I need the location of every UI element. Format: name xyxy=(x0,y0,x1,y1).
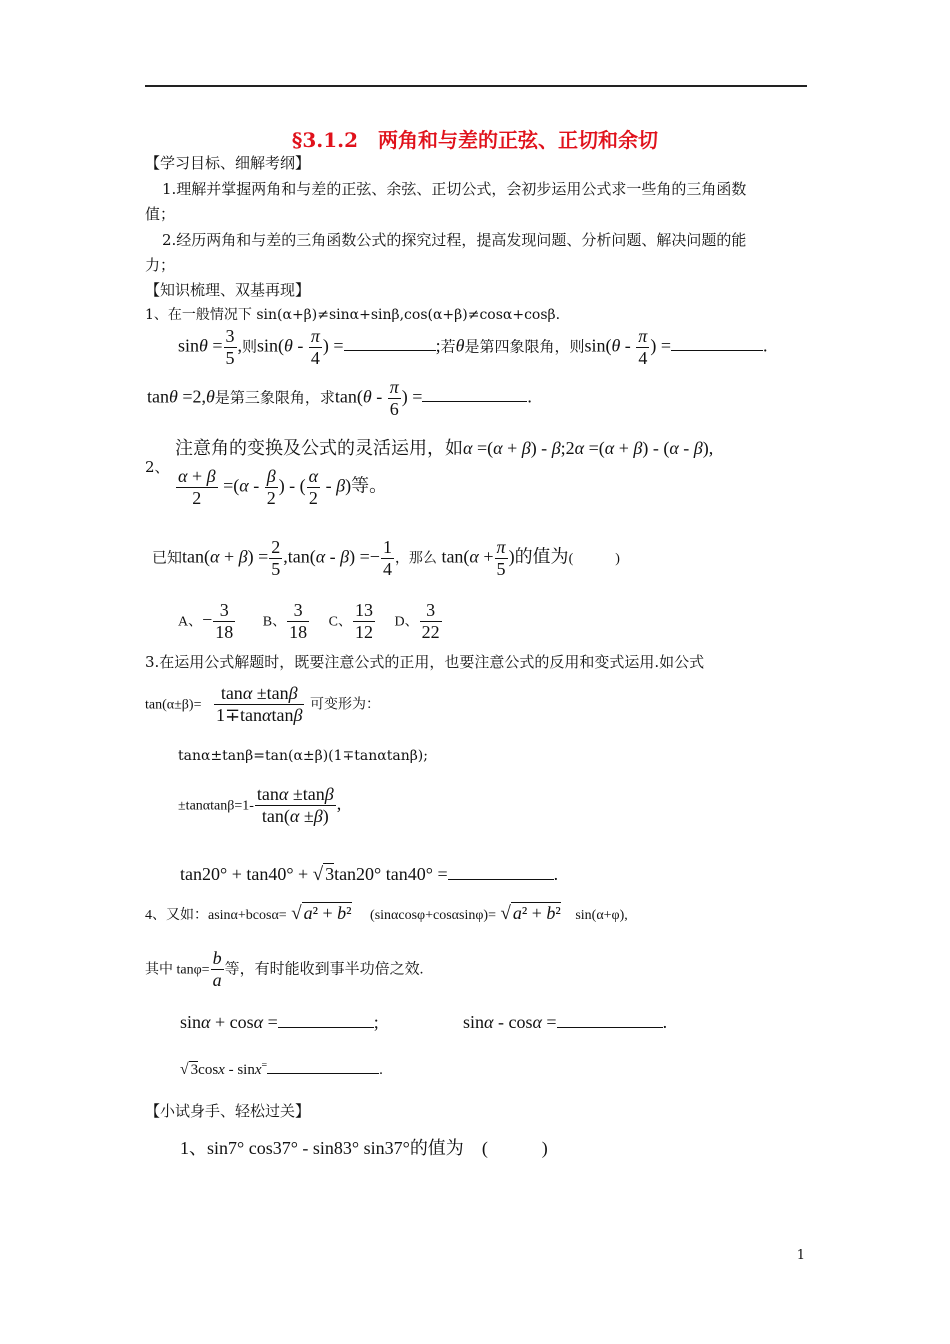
question-3-exercise: tan20° + tan40° + √ 3tan20° tan40° = . xyxy=(180,861,558,886)
question-4-formula: 4、又如：asinα+bcosα= √ a² + b² (sinαcosφ+cosαsinφ)= √ a² + b² sin(α+φ), xyxy=(145,903,628,924)
question-4-where: 其中 tanφ= $\frac{b}{a}$ 等，有时能收到事半功倍之效. xyxy=(145,948,424,990)
question-4-blank-sqrt: √ 3cosx - sinx= . xyxy=(180,1060,383,1078)
question-3-formula: tan(α±β)= $\frac{\tan\alpha \pm\tan\beta}{1\mp\tan\alpha\tan\beta}$ 可变形为： xyxy=(145,683,380,725)
question-2-line2: $\frac{\alpha + \beta}{2}$ =(α - $\frac{\beta}{2}$ ) - ( $\frac{\alpha}{2}$ - β)等。 xyxy=(178,466,388,508)
question-1-text: 1、在一般情况下 sin(α+β)≠sinα+sinβ,cos(α+β)≠cosα+cosβ. xyxy=(145,307,561,323)
question-1-formula-b: tanθ =2,θ是第三象限角，求tan(θ - $\frac{\pi}{6}$ ) = . xyxy=(147,377,532,419)
question-3-variant-1: tanα±tanβ=tan(α±β)(1∓tanαtanβ); xyxy=(178,748,428,764)
question-4-blank-sum: sinα + cosα = ; xyxy=(180,1009,379,1033)
question-2-label: 2、 xyxy=(145,458,170,476)
page-title: §3.1.2 两角和与差的正弦、正切和余切 xyxy=(291,128,659,152)
header-rule xyxy=(145,85,807,87)
question-2-line1: 注意角的变换及公式的灵活运用，如α =(α + β) - β;2α =(α + β) - (α - β), xyxy=(175,438,714,458)
question-4-blank-diff: sinα - cosα = . xyxy=(463,1009,667,1033)
section-heading-practice: 【小试身手、轻松过关】 xyxy=(145,1102,311,1120)
objective-2-line1: 2.经历两角和与差的三角函数公式的探究过程，提高发现问题、分析问题、解决问题的能 xyxy=(162,231,747,249)
objective-1-line2: 值； xyxy=(145,205,176,223)
question-2-options: A、− $\frac{3}{18}$ B、 $\frac{3}{18}$ C、 $\frac{13}{12}$ D、 $\frac{3}{22}$ xyxy=(178,600,440,642)
question-3-text: 3.在运用公式解题时，既要注意公式的正用，也要注意公式的反用和变式运用.如公式 xyxy=(145,653,705,671)
question-3-variant-2: ±tanαtanβ=1- $\frac{\tan\alpha \pm\tan\beta}{\tan(\alpha \pm\beta)}$ , xyxy=(178,784,342,826)
practice-question-1: 1、sin7° cos37° - sin83° sin37°的值为 ( ) xyxy=(180,1138,548,1158)
objective-2-line2: 力； xyxy=(145,256,176,274)
objective-1-line1: 1.理解并掌握两角和与差的正弦、余弦、正切公式，会初步运用公式求一些角的三角函数 xyxy=(162,180,747,198)
section-heading-knowledge: 【知识梳理、双基再现】 xyxy=(145,281,311,299)
section-heading-objectives: 【学习目标、细解考纲】 xyxy=(145,154,311,172)
page-number: 1 xyxy=(796,1248,805,1263)
question-1-formula-a: sinθ = $\frac{3}{5}$ ,则sin(θ - $\frac{\pi}{4}$ ) = ;若θ是第四象限角，则sin(θ - $\frac{\pi}{4}$ ) = . xyxy=(178,326,768,368)
question-2-known: 已知tan(α + β) = $\frac{2}{5}$ ,tan(α - β) =− $\frac{1}{4}$ ，那么 tan(α + $\frac{\pi}{5}$ )的值为( ) xyxy=(152,537,620,579)
